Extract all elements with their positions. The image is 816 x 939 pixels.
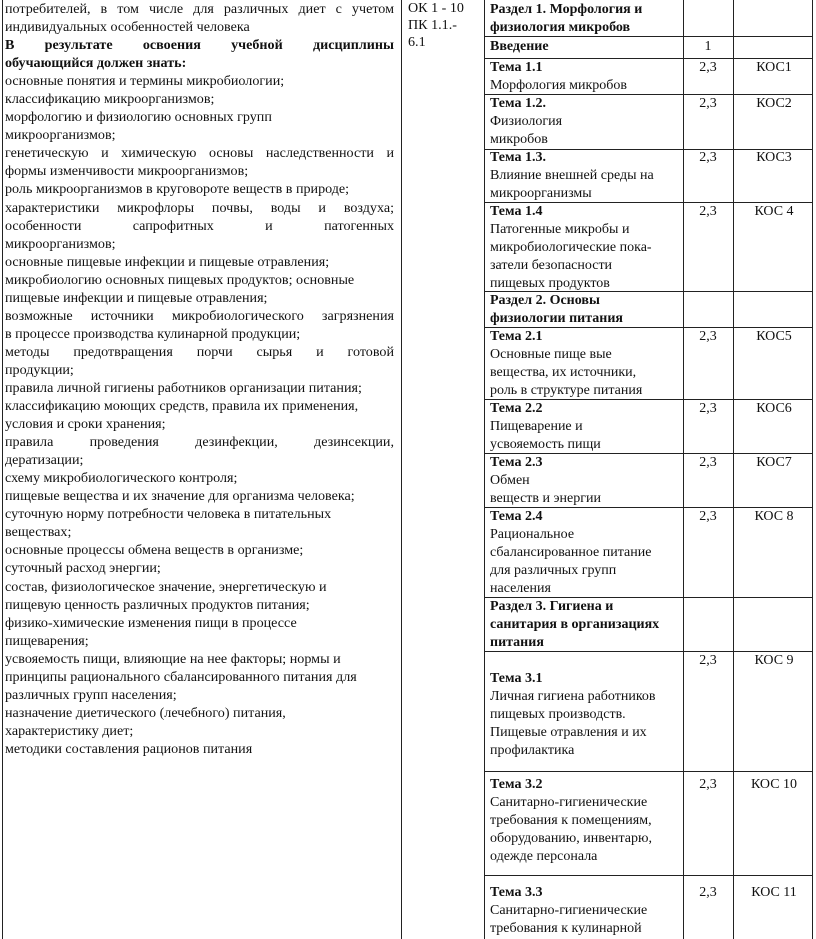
intro-title: Введение [490,39,549,54]
topic-description: Пищеварение и [490,418,583,434]
text-line: пищевые вещества и их значение для организма человека; [5,488,355,505]
topic-description: оборудованию, инвентарю, [490,830,652,846]
table-border [484,0,485,939]
topic-description: вещества, их источники, [490,364,637,380]
topic-title: Тема 3.2 [490,777,543,792]
section-heading-line: Раздел 1. Морфология и [490,2,643,17]
text-line: правила проведения дезинфекции, дезинсекции, [5,434,394,451]
topic-hours: 2,3 [699,401,717,416]
text-line: различных групп населения; [5,686,177,703]
table-border-left [2,0,3,939]
text-line: особенности сапрофитных и патогенных [5,217,394,234]
text-line: физико-химические изменения пищи в процессе [5,614,297,631]
topic-description: веществ и энергии [490,490,601,506]
topic-description: для различных групп [490,562,617,578]
topic-kos: КОС3 [756,150,792,165]
text-line: основные процессы обмена веществ в организме; [5,542,304,559]
topic-title: Тема 2.1 [490,329,543,344]
text-line: принципы рационального сбалансированного питания для [5,668,357,685]
section-heading-line: физиология микробов [490,19,631,35]
topic-title: Тема 1.4 [490,204,543,219]
topic-title: Тема 2.2 [490,401,543,416]
topic-kos: КОС2 [756,96,792,111]
topic-kos: КОС5 [756,329,792,344]
text-line: классификацию моющих средств, правила их применения, [5,398,359,415]
text-line: условия и сроки хранения; [5,416,166,433]
text-line: характеристики микрофлоры почвы, воды и воздуха; [5,199,394,216]
topic-description: Влияние внешней среды на [490,167,654,183]
topic-kos: КОС7 [756,455,792,470]
text-line: индивидуальных особенностей человека [5,19,250,36]
topic-description: профилактика [490,742,575,758]
table-border [401,0,402,939]
text-line: назначение диетического (лечебного) питания, [5,704,286,721]
topic-1-2 [490,95,680,149]
topic-hours: 2,3 [699,777,717,792]
topic-kos: КОС 9 [754,653,794,668]
knowledge-heading: В результате освоения учебной дисциплины [5,37,394,54]
text-line: состав, физиологическое значение, энергетическую и [5,578,327,595]
topic-description: микробиологические пока- [490,239,652,255]
topic-description: требования к кулинарной [490,920,642,936]
text-line: морфологию и физиологию основных групп [5,109,272,126]
text-line: пищеварения; [5,632,89,649]
topic-hours: 2,3 [699,653,717,668]
topic-hours: 2,3 [699,204,717,219]
topic-title: Тема 3.3 [490,885,543,900]
topic-hours: 2,3 [699,96,717,111]
text-line: возможные источники микробиологического загрязнения [5,307,394,324]
topic-3-3 [490,884,680,938]
section-heading-line: санитария в организациях [490,616,660,632]
topic-title: Тема 2.4 [490,509,543,524]
section-heading-line: Раздел 2. Основы [490,293,600,308]
row-divider [484,771,813,772]
competency-line: ОК 1 - 10 [408,0,464,16]
topic-1-4 [490,203,680,293]
topic-description: Личная гигиена работников [490,688,656,704]
row-divider [484,875,813,876]
topic-description: Обмен [490,472,530,488]
text-line: формы изменчивости микроорганизмов; [5,163,249,180]
topic-kos: КОС1 [756,60,792,75]
text-line: характеристику диет; [5,722,134,739]
topic-description: затели безопасности [490,257,613,273]
topic-description: населения [490,580,551,596]
text-line: генетическую и химическую основы наследственности и [5,145,394,162]
topic-2-3 [490,454,680,508]
topic-3-2 [490,776,680,866]
topic-hours: 2,3 [699,329,717,344]
text-line: пищевую ценность различных продуктов питания; [5,596,310,613]
topic-hours: 2,3 [699,509,717,524]
topic-kos: КОС 8 [754,509,794,524]
topic-description: Санитарно-гигиенические [490,902,648,918]
topic-description: микробов [490,131,548,147]
section-1-heading [490,1,680,37]
knowledge-heading [5,54,394,72]
topic-description: Пищевые отравления и их [490,724,647,740]
text-line: роль микроорганизмов в круговороте веществ в природе; [5,181,350,198]
topic-description: Рациональное [490,526,575,542]
topic-description: пищевых производств. [490,706,626,722]
text-line: микроорганизмов; [5,127,116,144]
topic-hours: 2,3 [699,60,717,75]
topic-hours: 2,3 [699,885,717,900]
text-line: микроорганизмов; [5,235,116,252]
text-line: продукции; [5,361,74,378]
topic-description: Санитарно-гигиенические [490,794,648,810]
text-line: правила личной гигиены работников организации питания; [5,379,362,396]
topic-kos: КОС 4 [754,204,794,219]
topic-description: одежде персонала [490,848,598,864]
topic-title: Тема 1.3. [490,150,546,165]
text-line: пищевые инфекции и пищевые отравления; [5,289,268,306]
section-2-heading [490,292,680,328]
topic-description: усвояемость пищи [490,436,601,452]
topic-description: пищевых продуктов [490,275,610,291]
topic-title: Тема 1.2. [490,96,546,111]
topic-1-3 [490,149,680,203]
text-line: суточную норму потребности человека в питательных [5,506,332,523]
intro-hours: 1 [704,39,712,54]
topic-2-4 [490,508,680,598]
topic-kos: КОС 11 [751,885,797,900]
topic-description: микроорганизмы [490,185,592,201]
text-line: схему микробиологического контроля; [5,470,238,487]
competency-line: 6.1 [408,34,426,50]
competencies-cell [408,0,476,51]
topic-1-1 [490,59,680,95]
topic-hours: 2,3 [699,150,717,165]
text-line: дератизации; [5,452,84,469]
topic-3-1 [490,670,680,760]
text-line: в процессе производства кулинарной продукции; [5,325,301,342]
text-line: основные пищевые инфекции и пищевые отравления; [5,253,330,270]
knowledge-heading-text: обучающийся должен знать: [5,55,187,72]
text-line: методики составления рационов питания [5,740,253,757]
section-heading-line: физиологии питания [490,310,623,326]
text-line: веществах; [5,524,72,541]
topic-title: Тема 2.3 [490,455,543,470]
topic-kos: КОС 10 [750,777,798,792]
text-line: основные понятия и термины микробиологии; [5,73,285,90]
topic-description: сбалансированное питание [490,544,652,560]
topic-title: Тема 1.1 [490,60,543,75]
topic-description: требования к помещениям, [490,812,652,828]
topic-description: роль в структуре питания [490,382,643,398]
topic-kos: КОС6 [756,401,792,416]
section-3-heading [490,598,680,652]
topic-description: Физиология [490,113,563,129]
competency-line: ПК 1.1.- [408,17,457,33]
text-line: суточный расход энергии; [5,560,161,577]
section-heading-line: Раздел 3. Гигиена и [490,599,614,614]
topic-description: Морфология микробов [490,77,628,93]
text-line: усвояемость пищи, влияющие на нее факторы; нормы и [5,650,341,667]
topic-hours: 2,3 [699,455,717,470]
topic-2-2 [490,400,680,454]
section-heading-line: питания [490,634,544,650]
text-line: потребителей, в том числе для различных диет с учетом [5,1,394,17]
text-line: классификацию микроорганизмов; [5,91,215,108]
topic-description: Патогенные микробы и [490,221,630,237]
topic-description: Основные пище вые [490,346,612,362]
topic-title: Тема 3.1 [490,671,543,686]
text-line: методы предотвращения порчи сырья и готовой [5,343,394,360]
text-line: микробиологию основных пищевых продуктов; основные [5,271,355,288]
topic-2-1 [490,328,680,400]
learning-outcomes-text [5,0,394,758]
intro-cell [490,38,680,56]
